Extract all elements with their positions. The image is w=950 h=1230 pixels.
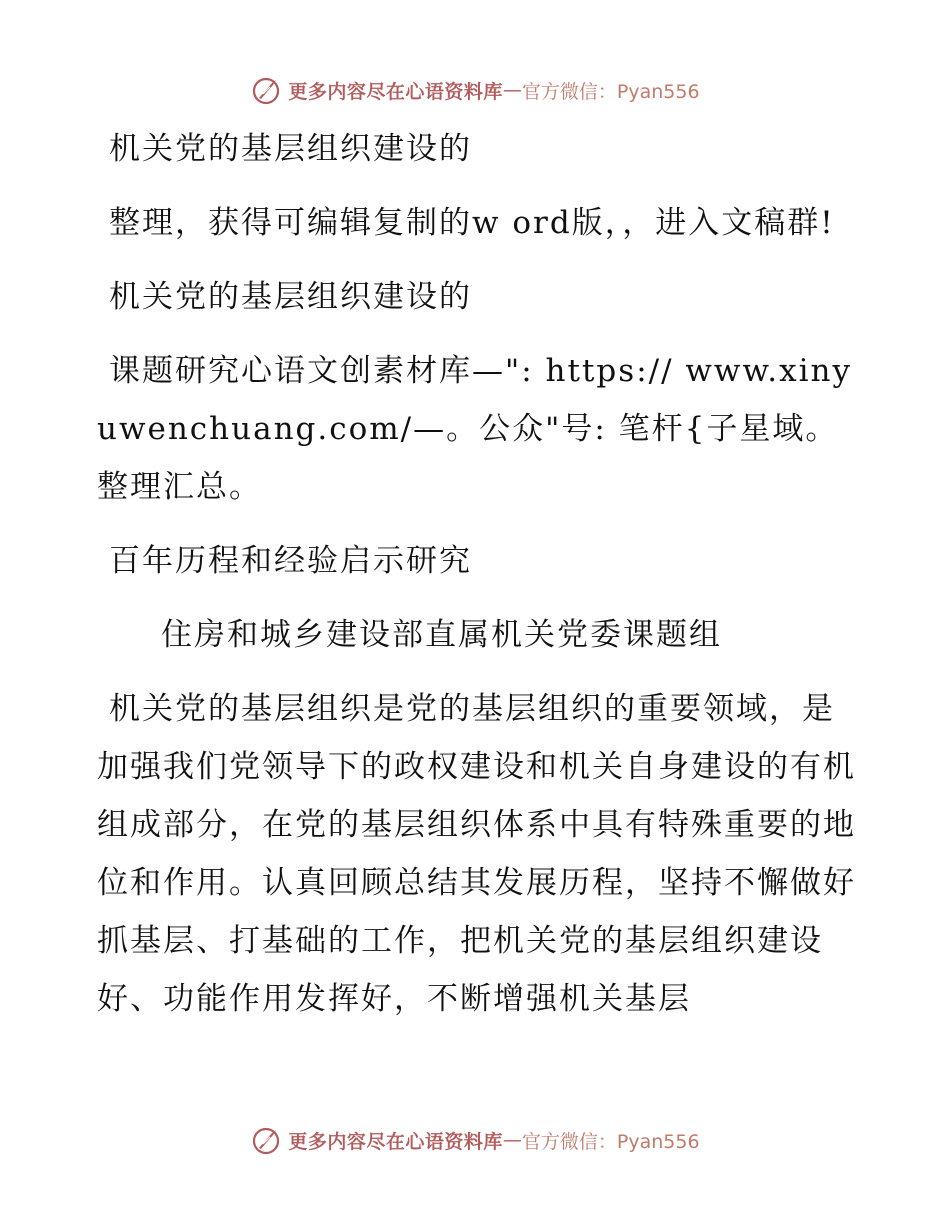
watermark-contact: 官方微信：Pyan556	[521, 80, 700, 103]
watermark-dash: —	[502, 79, 522, 101]
doc-title-line: 机关党的基层组织建设的	[109, 131, 472, 167]
doc-paragraph: 课题研究心语文创素材库—": https:// www.xinyuwenchuang.com/—。公众"号: 笔杆{子星域。整理汇总。	[97, 353, 853, 505]
watermark-dash: —	[502, 1129, 522, 1151]
watermark-text: 更多内容尽在心语资料库	[288, 80, 503, 103]
footer-watermark	[0, 1120, 950, 1160]
header-watermark	[0, 70, 950, 110]
watermark-contact: 官方微信：Pyan556	[521, 1130, 700, 1153]
doc-subtitle: 百年历程和经验启示研究	[109, 543, 472, 579]
doc-body-paragraph: 机关党的基层组织是党的基层组织的重要领域，是加强我们党领导下的政权建设和机关自身建设的有机组成部分，在党的基层组织体系中具有特殊重要的地位和作用。认真回顾总结其发展历程，坚持不懈做好抓基层、打基础的工作，把机关党的基层组织建设好、功能作用发挥好，不断增强机关基层	[97, 691, 856, 1017]
watermark-text: 更多内容尽在心语资料库	[288, 1130, 503, 1153]
quill-logo-icon	[250, 1124, 282, 1156]
quill-logo-icon	[250, 74, 282, 106]
document-body	[97, 120, 857, 1028]
doc-author-line: 住房和城乡建设部直属机关党委课题组	[161, 617, 722, 653]
doc-paragraph: 整理，获得可编辑复制的w ord版，，进入文稿群!	[109, 205, 835, 241]
doc-title-line: 机关党的基层组织建设的	[109, 279, 472, 315]
